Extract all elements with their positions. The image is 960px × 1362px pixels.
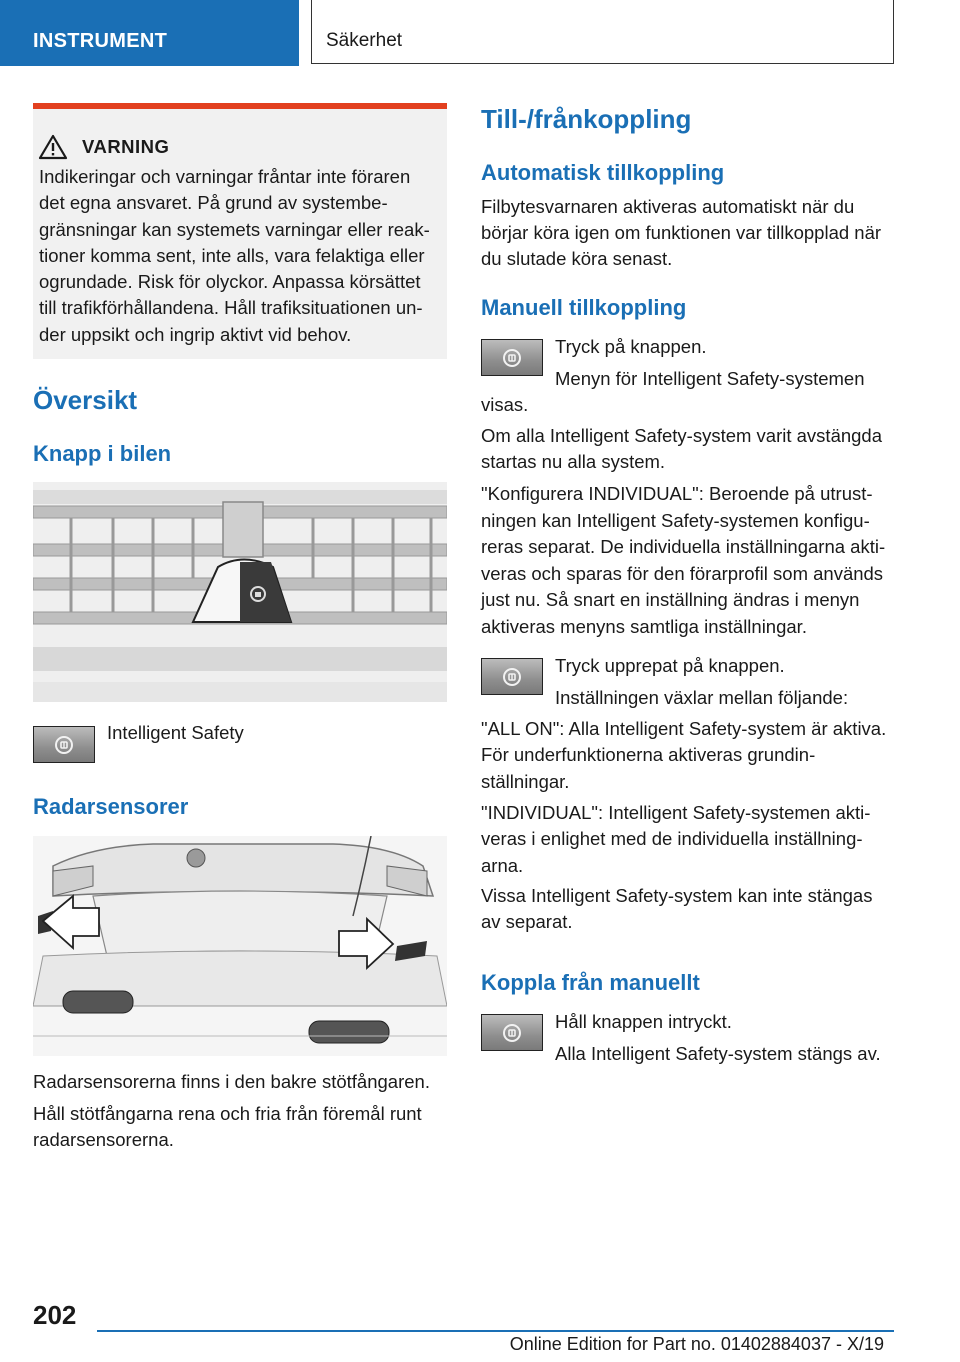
repeat-step-1: Tryck upprepat på knappen. (555, 655, 785, 676)
chapter-tab (0, 0, 299, 66)
grille-illustration (33, 482, 447, 702)
warning-triangle-icon (38, 134, 68, 160)
heading-on-off: Till-/frånkoppling (481, 104, 692, 134)
intelligent-safety-icon (502, 348, 522, 368)
manual-paragraph-1: Om alla Intelligent Safety-system varit avstängda startas nu alla system. (481, 425, 883, 472)
repeat-step-2: Inställningen växlar mellan följande: (555, 687, 849, 708)
manual-step-1: Tryck på knappen. (555, 336, 707, 357)
heading-manual-on: Manuell tillkoppling (481, 295, 687, 320)
off-step-2: Alla Intelligent Safety-system stängs av. (555, 1043, 881, 1064)
manual-off-button-icon (481, 1014, 543, 1051)
section-title: Säkerhet (326, 30, 403, 51)
page-number: 202 (33, 1300, 77, 1330)
some-systems-paragraph: Vissa Intelligent Safety-system kan inte stängas av separat. (481, 885, 873, 933)
grille-photo (33, 482, 447, 702)
warning-text: Indikeringar och varningar fråntar inte föraren det egna ansvaret. På grund av systembegränsningar kan systemets varningar eller reaktioner komma sent, inte alls, vara felaktiga eller ogrundade. Risk för olyckor. Anpassa körsättet till trafikförhållandena. Håll trafiksituationen under uppsikt och ingrip aktivt vid behov. (39, 166, 430, 345)
chapter-title: INSTRUMENT (33, 30, 168, 52)
heading-manual-off: Koppla från manuellt (481, 970, 700, 995)
auto-paragraph: Filbytesvarnaren aktiveras automatiskt när du börjar köra igen om funktionen var tillkopplad när du slutade köra senast. (481, 196, 882, 269)
off-step-1: Håll knappen intryckt. (555, 1011, 732, 1032)
repeat-press-button-icon (481, 658, 543, 695)
edition-note: Online Edition for Part no. 01402884037 - X/19 (509, 1334, 884, 1354)
section-header (311, 0, 894, 64)
heading-auto-on: Automatisk tillkoppling (481, 160, 725, 185)
all-on-paragraph: "ALL ON": Alla Intelligent Safety-system är aktiva. För underfunktionerna aktiveras grundinställningar. (481, 718, 887, 792)
button-caption: Intelligent Safety (107, 722, 244, 743)
intelligent-safety-icon (54, 735, 74, 755)
intelligent-safety-icon (502, 667, 522, 687)
individual-paragraph: "INDIVIDUAL": Intelligent Safety-systemen aktiveras i enlighet med de individuella inställningarna. (481, 802, 871, 876)
intelligent-safety-icon (502, 1023, 522, 1043)
warning-heading (38, 134, 169, 160)
footer-rule (97, 1330, 894, 1332)
heading-overview: Översikt (33, 385, 138, 415)
warning-label: VARNING (82, 136, 170, 157)
manual-paragraph-2: "Konfigurera INDIVIDUAL": Beroende på utrustningen kan Intelligent Safety-systemen konfigureras separat. De individuella inställningarna aktiveras och sparas för den förarprofil som används just nu. Så snart en inställning ändras i menyn aktiveras menyns samtliga inställningar. (481, 483, 886, 637)
manual-step-2: Menyn för Intelligent Safety-systemen visas. (481, 368, 865, 415)
radar-paragraph-1: Radarsensorerna finns i den bakre stötfångaren. (33, 1071, 430, 1092)
heading-radar: Radarsensorer (33, 794, 189, 819)
radar-paragraph-2: Håll stötfångarna rena och fria från föremål runt radarsensorerna. (33, 1103, 422, 1150)
intelligent-safety-button-icon (33, 726, 95, 763)
car-rear-illustration (33, 836, 447, 1056)
heading-button-in-car: Knapp i bilen (33, 441, 172, 466)
car-rear-photo (33, 836, 447, 1056)
